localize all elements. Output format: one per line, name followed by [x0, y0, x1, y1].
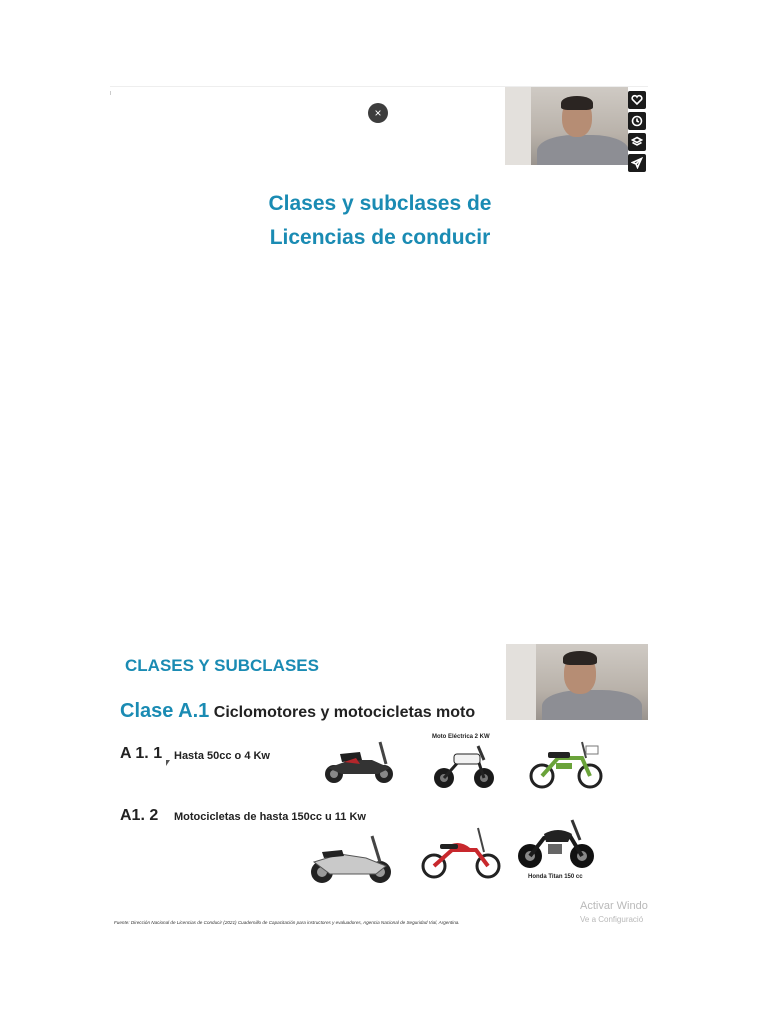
subclass-a11-code: A 1. 1 — [120, 745, 163, 762]
share-button[interactable] — [628, 154, 646, 172]
windows-activation-watermark — [580, 900, 648, 926]
presenter-webcam-2 — [506, 644, 648, 720]
class-title — [120, 700, 475, 723]
heart-icon — [631, 94, 643, 106]
like-button[interactable] — [628, 91, 646, 109]
honda-titan-image — [514, 816, 598, 872]
collections-button[interactable] — [628, 133, 646, 151]
section-header: CLASES Y SUBCLASES — [125, 656, 319, 675]
class-description: Ciclomotores y motocicletas moto — [213, 704, 476, 721]
close-button[interactable]: × — [368, 103, 388, 123]
slide-title — [260, 187, 500, 255]
watch-later-button[interactable] — [628, 112, 646, 130]
subclass-a11-desc: Hasta 50cc o 4 Kw — [174, 750, 270, 762]
layers-icon — [631, 136, 643, 148]
watermark-line-2: Ve a Configuració — [580, 915, 644, 924]
send-icon — [631, 157, 643, 169]
subclass-a12-desc: Motocicletas de hasta 150cc u 11 Kw — [174, 811, 366, 823]
moped-image — [526, 736, 606, 790]
slide-title-page — [110, 86, 648, 387]
title-line-2: Licencias de conducir — [269, 226, 491, 249]
moto-label-electric: Moto Eléctrica 2 KW — [432, 734, 490, 740]
subclass-a12-code: A1. 2 — [120, 807, 159, 824]
electric-motorcycle-image — [430, 740, 498, 790]
slide-license-classes — [110, 644, 648, 928]
slide-corner-mark — [110, 91, 111, 95]
mouse-cursor — [166, 760, 170, 766]
side-toolbar — [628, 91, 646, 175]
title-line-1: Clases y subclases de — [268, 192, 492, 215]
moto-label-honda: Honda Titan 150 cc — [528, 874, 583, 880]
scooter-image — [320, 734, 398, 786]
red-moped-image — [418, 824, 504, 880]
clock-icon — [631, 115, 643, 127]
source-citation: Fuente: Dirección Nacional de Licencias de Conducir (2021) Cuadernillo de Capacitación para instructores y evaluadores, Agencia Nacional de Seguridad Vial, Argentina. — [114, 920, 460, 925]
class-code: Clase A.1 — [120, 700, 210, 722]
underbone-motorcycle-image — [306, 830, 398, 886]
presenter-webcam — [505, 87, 628, 165]
watermark-line-1: Activar Windo — [580, 900, 648, 912]
